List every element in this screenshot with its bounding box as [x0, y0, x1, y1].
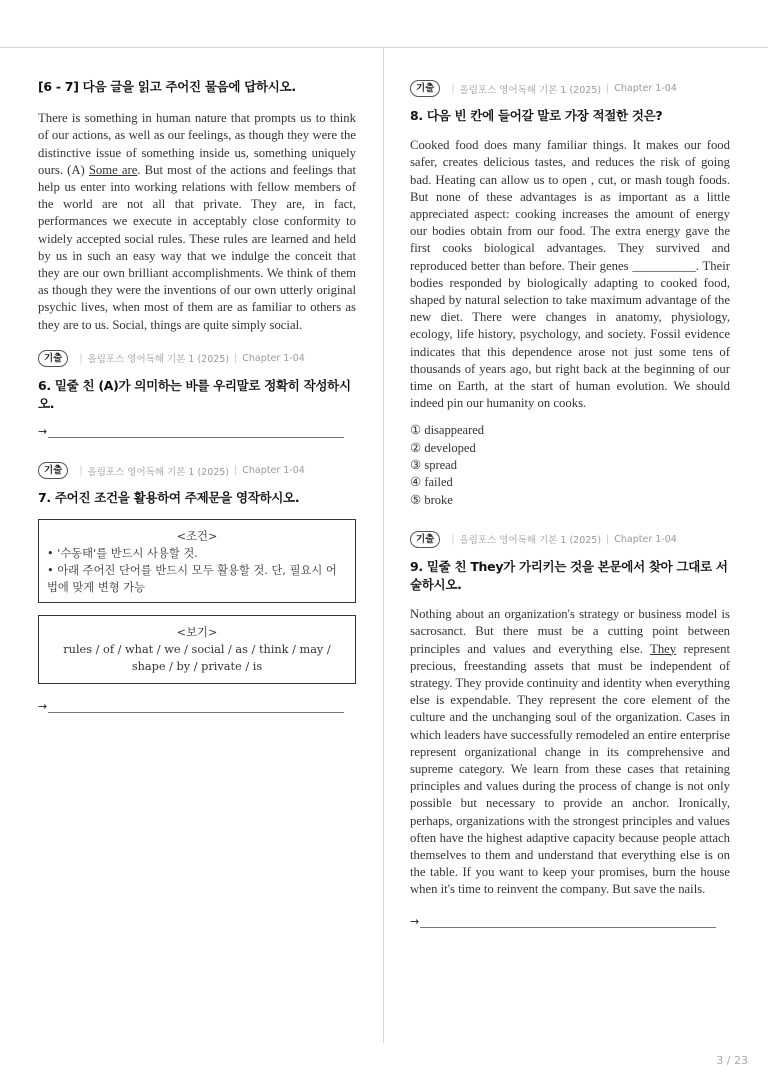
arrow-icon: →	[38, 425, 48, 439]
passage-text-after: . Their bodies responded by biologically adapting to cooked food, shaped by natural selection to take maximum advantage of the new diet. There were changes in anatomy, physiology, ecology, life history, psychology, and society. Fossil evidence indicates that this dependence arose not just some tens of thousands of years ago, but right back at the beginning of our time on Earth, at the start of human evolution. We should indeed pin our humanity on cooks.	[410, 258, 731, 411]
separator: |	[79, 352, 83, 364]
condition-item: • 아래 주어진 단어를 반드시 모두 활용할 것. 단, 필요시 어법에 맞게 변형 가능	[47, 564, 337, 595]
q7-answer-field[interactable]	[38, 700, 356, 713]
separator: |	[234, 352, 238, 364]
q6-source-row	[38, 350, 356, 367]
answer-underline	[48, 436, 344, 438]
q8-tag-badge: 기출	[410, 80, 440, 97]
q6-tag-badge: 기출	[38, 350, 68, 367]
passage-text-before: There is something in human nature that prompts us to think of our actions, as well as our feelings, as though they were the distinctive issue of something inside us, something uniquely ours. (A)	[38, 111, 356, 177]
passage-6-7	[38, 110, 356, 334]
arrow-icon: →	[38, 700, 48, 714]
column-divider	[383, 48, 384, 1043]
example-words: rules / of / what / we / social / as / think / may / shape / by / private / is	[63, 643, 331, 674]
q9-source: 올림포스 영어독해 기본 1 (2025)	[459, 535, 602, 547]
conditions-box	[38, 519, 356, 603]
page-number: 3 / 23	[716, 1054, 748, 1067]
passage-8	[410, 137, 730, 412]
q9-question: 9. 밑줄 친 They가 가리키는 것을 본문에서 찾아 그대로 서술하시오.	[410, 558, 728, 592]
q9-chapter: Chapter 1-04	[614, 533, 677, 545]
separator: |	[606, 83, 610, 94]
q9-tag-badge: 기출	[410, 531, 440, 548]
answer-underline	[48, 711, 344, 713]
condition-item: • '수동태'를 반드시 사용할 것.	[47, 547, 198, 561]
top-rule	[0, 47, 768, 48]
q8-source: 올림포스 영어독해 기본 1 (2025)	[459, 84, 602, 96]
q6-source: 올림포스 영어독해 기본 1 (2025)	[87, 354, 230, 366]
q7-question: 7. 주어진 조건을 활용하여 주제문을 영작하시오.	[38, 490, 300, 506]
separator: |	[451, 533, 455, 545]
q7-source-row	[38, 462, 356, 479]
passage-text-after: . But most of the actions and feelings that help us enter into working relations with fellow members of the world are not all that private. They are, in fact, performances we execute in acceptably close conformity to widely accepted social rules. These rules are learned and held by us in such an easy way that we indulge the conceit that they are our own brilliant accomplishments. We think of them as though they were the inventions of our own utterly original psychic lives, when most of them are as familiar to others as they are to us. Social, things are quite simply social.	[38, 162, 357, 332]
blank-slot: __________	[632, 258, 696, 273]
passage-text-after: represent precious, freestanding assets that must be independent of strategy. They provide continuity and identity when everything else is expendable. They represent the core element of the culture and the unchanging soul of the organization. Cases in which leaders have successfully remodeled an entire enterprise represent organizational change in its comprehensive and supreme category. We learn from these cases that retaining principles and values during the process of change is not only possible but necessary to provide an anchor. Ironically, perhaps, organizations with the strongest principles and values often have the highest adaptive capacity because people attach themselves to them and understand that everything else is on the table. If you want to keep your promises, burn the house when it's time to reinvent the company. But save the nails.	[410, 641, 730, 897]
example-box	[38, 615, 356, 684]
q9-answer-field[interactable]	[410, 915, 730, 928]
q7-chapter: Chapter 1-04	[242, 465, 305, 477]
option-4[interactable]: ④ failed	[410, 475, 453, 490]
underlined-word-they: They	[650, 641, 677, 656]
passage-text-before: Cooked food does many familiar things. It makes our food safer, creates delicious tastes, and reduces the risk of going bad. Heating can allow us to open , cut, or mash tough foods. But none of these advantages is as important as a little appreciated aspect: cooking increases the amount of energy our bodies obtain from our food. The extra energy gave the first cooks biological advantages. They survived and reproduced better than before. Their genes	[410, 138, 730, 273]
q6-answer-field[interactable]	[38, 425, 356, 438]
q6-chapter: Chapter 1-04	[242, 352, 305, 364]
option-5[interactable]: ⑤ broke	[410, 492, 453, 507]
option-1[interactable]: ① disappeared	[410, 423, 485, 438]
section-header: [6 - 7] 다음 글을 읽고 주어진 물음에 답하시오.	[38, 79, 296, 94]
separator: |	[234, 465, 238, 477]
passage-text-before: Nothing about an organization's strategy or business model is sacrosanct. But there must be a cutting point between principles and values and everything else.	[410, 607, 730, 656]
separator: |	[451, 83, 455, 94]
q8-question: 8. 다음 빈 칸에 들어갈 말로 가장 적절한 것은?	[410, 108, 663, 123]
separator: |	[606, 533, 610, 545]
conditions-title: <조건>	[176, 530, 218, 544]
q8-source-row	[410, 80, 730, 97]
q7-source: 올림포스 영어독해 기본 1 (2025)	[87, 466, 230, 478]
example-title: <보기>	[176, 626, 218, 640]
q7-tag-badge: 기출	[38, 462, 68, 479]
q8-chapter: Chapter 1-04	[614, 83, 677, 94]
q9-source-row	[410, 531, 730, 548]
right-column	[410, 80, 730, 928]
q8-options	[410, 422, 730, 508]
left-column	[38, 78, 356, 713]
answer-underline	[420, 926, 716, 928]
underlined-phrase-a: Some are	[88, 162, 138, 177]
passage-9	[410, 606, 730, 898]
q6-question: 6. 밑줄 친 (A)가 의미하는 바를 우리말로 정확히 작성하시오.	[38, 377, 351, 411]
separator: |	[79, 465, 83, 477]
arrow-icon: →	[410, 914, 420, 928]
option-2[interactable]: ② developed	[410, 440, 476, 455]
option-3[interactable]: ③ spread	[410, 457, 457, 472]
